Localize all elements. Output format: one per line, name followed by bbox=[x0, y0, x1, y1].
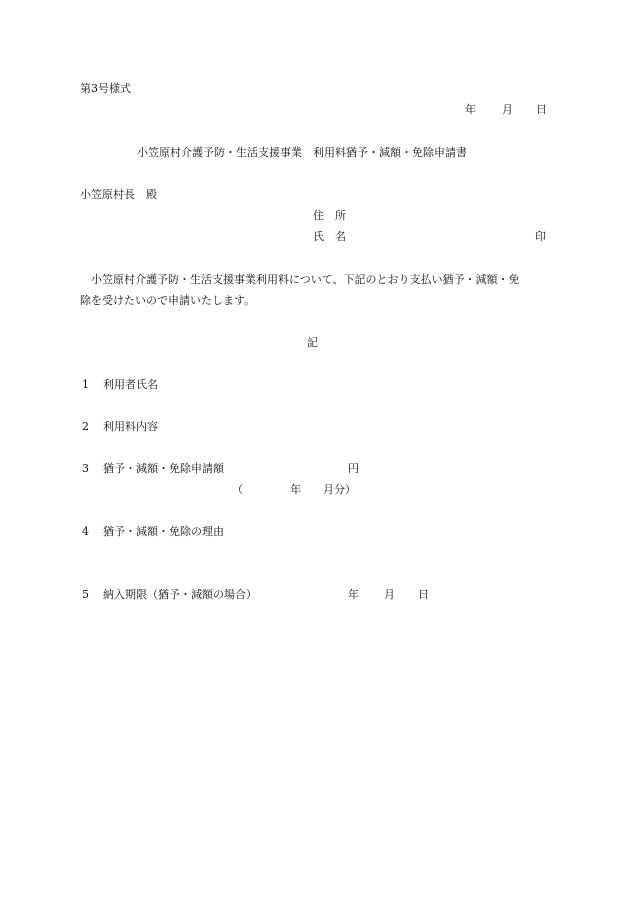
name-label: 氏 名 bbox=[313, 230, 346, 243]
form-number: 第3号様式 bbox=[80, 82, 131, 95]
item-5-year: 年 bbox=[348, 588, 359, 601]
date-month: 月 bbox=[502, 103, 513, 116]
body-line-2: 除を受けたいので申請いたします。 bbox=[80, 294, 256, 307]
date-year: 年 bbox=[465, 103, 476, 116]
item-2-number: 2 bbox=[82, 420, 89, 433]
item-1-number: 1 bbox=[82, 378, 89, 391]
item-5-day: 日 bbox=[418, 588, 429, 601]
item-5-number: 5 bbox=[82, 588, 89, 601]
item-1-label: 利用者氏名 bbox=[103, 378, 158, 391]
ki-heading: 記 bbox=[307, 336, 318, 349]
address-label: 住 所 bbox=[313, 209, 346, 222]
item-3-period-month: 月分） bbox=[323, 483, 356, 496]
item-4-number: 4 bbox=[82, 525, 89, 538]
item-3-period-open: （ bbox=[232, 483, 243, 496]
item-2-label: 利用料内容 bbox=[103, 420, 158, 433]
document-title: 小笠原村介護予防・生活支援事業 利用料猶予・減額・免除申請書 bbox=[137, 146, 467, 159]
seal-mark: 印 bbox=[535, 230, 546, 243]
body-line-1: 小笠原村介護予防・生活支援事業利用料について、下記のとおり支払い猶予・減額・免 bbox=[91, 273, 520, 286]
date-day: 日 bbox=[536, 103, 547, 116]
addressee: 小笠原村長 殿 bbox=[80, 188, 157, 201]
item-3-label: 猶予・減額・免除申請額 bbox=[103, 462, 224, 475]
item-3-number: 3 bbox=[82, 462, 89, 475]
item-3-period-year: 年 bbox=[290, 483, 301, 496]
item-5-month: 月 bbox=[384, 588, 395, 601]
item-5-label: 納入期限（猶予・減額の場合） bbox=[103, 588, 257, 601]
item-4-label: 猶予・減額・免除の理由 bbox=[103, 525, 224, 538]
item-3-yen-unit: 円 bbox=[348, 462, 359, 475]
